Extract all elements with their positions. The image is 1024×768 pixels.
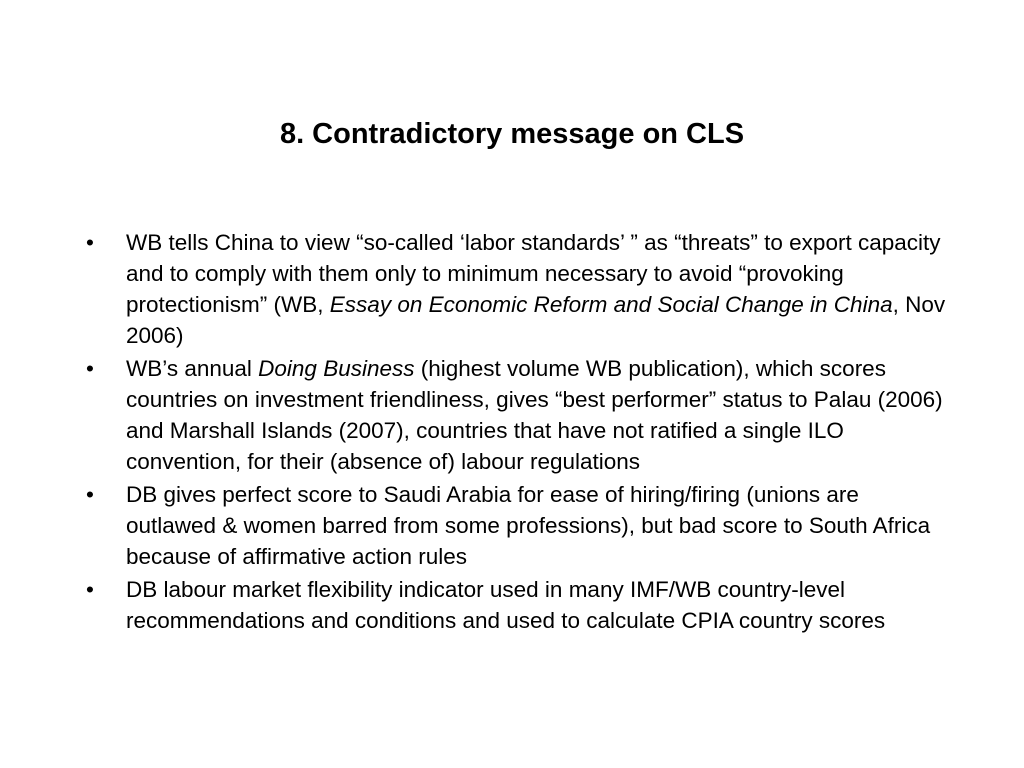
bullet-text: DB labour market flexibility indicator used in many IMF/WB country-level recommendations and conditions and used to calculate CPIA country scores (126, 577, 886, 633)
bullet-item (86, 227, 946, 351)
bullet-text-segment: WB tells China to view “so-called ‘labor standards’ ” as “threats” to export capacity and to comply with them only to minimum necessary to avoid “provoking protectionism” (WB, (126, 230, 941, 317)
publication-title: Essay on Economic Reform and Social Change in China (329, 292, 893, 317)
bullet-item (86, 479, 946, 572)
bullet-marker: • (86, 577, 94, 602)
bullet-text-segment: (highest volume WB publication), which scores countries on investment friendliness, gives “best performer” status to Palau (2006) and Marshall Islands (2007), countries that have not ratified a single ILO convention, for their (absence of) labour regulations (126, 356, 943, 474)
bullet-text (126, 227, 946, 351)
bullet-item (86, 574, 946, 636)
bullet-list (86, 227, 946, 638)
bullet-marker: • (86, 482, 94, 507)
bullet-marker: • (86, 356, 94, 381)
bullet-text: DB gives perfect score to Saudi Arabia for ease of hiring/firing (unions are outlawed & women barred from some professions), but bad score to South Africa because of affirmative action rules (126, 482, 931, 569)
slide-title: 8. Contradictory message on CLS (279, 118, 745, 150)
bullet-text-segment: , Nov 2006) (126, 292, 946, 348)
bullet-marker: • (86, 230, 94, 255)
bullet-text (126, 353, 946, 477)
bullet-text-segment: WB’s annual (126, 356, 259, 381)
bullet-item (86, 353, 946, 477)
publication-title: Doing Business (258, 356, 415, 381)
